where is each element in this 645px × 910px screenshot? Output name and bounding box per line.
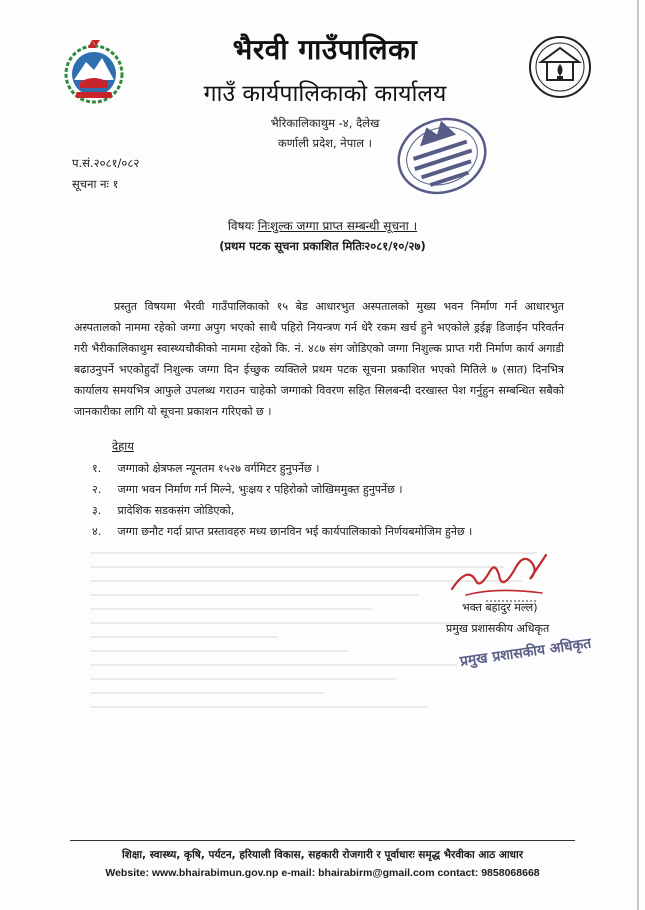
designation-seal: प्रमुख प्रशासकीय अधिकृत	[458, 635, 593, 670]
condition-text: जग्गा भवन निर्माण गर्न मिल्ने, भुःक्षय र पहिरोको जोखिममुक्त हुनुपर्नेछ ।	[117, 483, 403, 496]
subject-label: विषयः	[227, 219, 254, 233]
condition-number: ४.	[92, 525, 102, 538]
signature-icon	[446, 545, 556, 605]
condition-item-1	[92, 461, 319, 476]
org-name: भैरवी गाउँपालिका	[232, 33, 418, 66]
nepal-government-emblem-icon	[58, 36, 130, 108]
footer-divider	[70, 840, 575, 841]
page-edge-line	[637, 0, 639, 910]
condition-number: २.	[92, 483, 102, 496]
condition-number: १.	[92, 462, 102, 475]
municipality-logo-icon	[527, 34, 593, 100]
subject-text: निःशुल्क जग्गा प्राप्त सम्बन्धी सूचना ।	[257, 219, 418, 233]
notice-body-paragraph: प्रस्तुत विषयमा भैरवी गाउँपालिकाको १५ बेड आधारभुत अस्पतालको मुख्य भवन निर्माण गर्न आधारभुत अस्पतालको नाममा रहेको जग्गा अपुग भएको साथै पहिरो नियन्त्रण गर्न धेरै रकम खर्च हुने भएकोले ड्रईङ्ग डिजाईन परिवर्तन गरी भैरीकालिकाथुम स्वास्थ्यचौकीको नाममा रहेको कि. नं. ४८७ संग जोडिएको जग्गा निशुल्क प्राप्त गरी निर्माण कार्य अगाडी बढाउनुपर्ने भएकोहुदाँ निशुल्क जग्गा दिन ईच्छुक व्यक्तिले प्रथम पटक सूचना प्रकाशित भएको मितिले ७ (सात) दिनभित्र कार्यालय समयभित्र आफुले उपलब्ध गराउन चाहेको जग्गाको विवरण सहित सिलबन्दी दरखास्त पेश गर्नुहुन सम्बन्धित सबैको जानकारीका लागि यो सूचना प्रकाशन गरिएको छ ।	[74, 300, 564, 418]
reference-number: प.सं.२०८१/०८२	[72, 156, 140, 170]
address-line-2: कर्णाली प्रदेश, नेपाल ।	[277, 136, 373, 150]
condition-item-3	[92, 503, 234, 518]
condition-text: जग्गाको क्षेत्रफल न्यूनतम १५२७ वर्गमिटर हुनुपर्नेछ ।	[117, 462, 320, 475]
office-stamp-icon	[392, 110, 492, 202]
signatory-name: भक्त बहादुर मल्ल)	[462, 601, 538, 614]
footer-contact: Website: www.bhairabimun.gov.np e-mail: bhairabirm@gmail.com contact: 9858068668	[105, 867, 540, 879]
office-name: गाउँ कार्यपालिकाको कार्यालय	[203, 81, 447, 107]
condition-item-4	[92, 524, 472, 539]
subject-line	[90, 217, 555, 234]
address-line-1: भैरिकालिकाथुम -४, दैलेख	[270, 116, 380, 130]
signatory-title: प्रमुख प्रशासकीय अधिकृत	[446, 622, 550, 635]
annex-title: देहाय	[112, 439, 134, 453]
condition-text: जग्गा छनौट गर्दा प्राप्त प्रस्तावहरु मध्य छानविन भई कार्यपालिकाको निर्णयबमोजिम हुनेछ ।	[117, 525, 473, 538]
notice-number: सूचना नः १	[72, 177, 119, 191]
condition-text: प्रादेशिक सडकसंग जोडिएको,	[117, 504, 235, 517]
condition-number: ३.	[92, 504, 102, 517]
footer-slogan: शिक्षा, स्वास्थ्य, कृषि, पर्यटन, हरियाली विकास, सहकारी रोजगारी र पूर्वाधारः समृद्ध भैरवीका आठ आधार	[121, 849, 524, 861]
condition-item-2	[92, 482, 403, 497]
published-date: (प्रथम पटक सूचना प्रकाशित मितिः२०८१/१०/२७)	[219, 239, 426, 253]
